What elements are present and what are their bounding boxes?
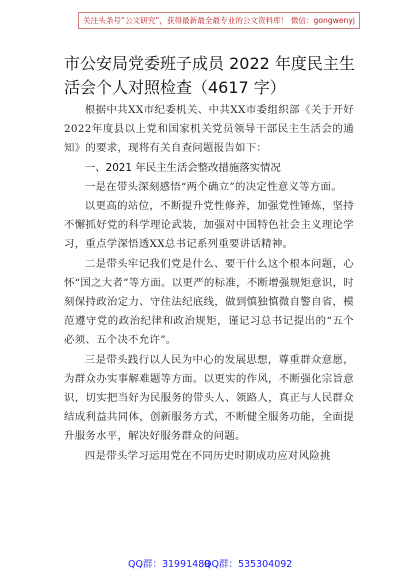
paragraph-point-3: 三是带头践行以人民为中心的发展思想，尊重群众意愿，为群众办实事解难题等方面。以更实的作风，不断强化宗旨意识，切实把当好为民服务的带头人、领路人，真正与人民群众结成利益共同体，创新服务方式，不断健全服务功能，全面提升服务水平，解决好服务群众的问题。	[64, 353, 354, 443]
paragraph-point-1-detail: 以更高的站位，不断提升党性修养，加强党性锤炼，坚持不懈抓好党的科学理论武装，加强对中国特色社会主义理论学习，重点学深悟透XX总书记系列重要讲话精神。	[64, 200, 354, 251]
section-heading-1: 一、2021 年民主生活会整改措施落实情况	[84, 161, 281, 174]
footer-qq-group-1: QQ群：31991489	[128, 559, 211, 570]
document-title: 市公安局党委班子成员 2022 年度民主生活会个人对照检查（4617 字）	[64, 54, 355, 97]
paragraph-point-1: 一是在带头深刻感悟“两个确立”的决定性意义等方面。	[84, 180, 342, 193]
footer	[0, 556, 408, 572]
footer-qq-group-2: QQ群：535304092	[204, 559, 293, 570]
intro-paragraph: 根据中共XX市纪委机关、中共XX市委组织部《关于开好2022年度县以上党和国家机关党员领导干部民主生活会的通知》的要求，现将有关自查问题报告如下：	[64, 104, 354, 155]
paragraph-point-4: 四是带头学习运用党在不同历史时期成功应对风险挑	[84, 449, 331, 462]
promo-banner: 关注头条号“公文研究”，获得最新最全最专业的公文资料库！ 微信：gongwenyj	[78, 12, 360, 29]
paragraph-point-2: 二是带头牢记我们党是什么、要干什么这个根本问题，心怀“国之大者”等方面。以更严的标准，不断增强规矩意识，时刻保持政治定力、守住法纪底线，做到慎独慎微自警自省，模范遵守党的政治纪律和政治规矩，谨记习总书记提出的“五个必须、五个决不允许”。	[64, 257, 354, 347]
document-body	[64, 101, 354, 466]
